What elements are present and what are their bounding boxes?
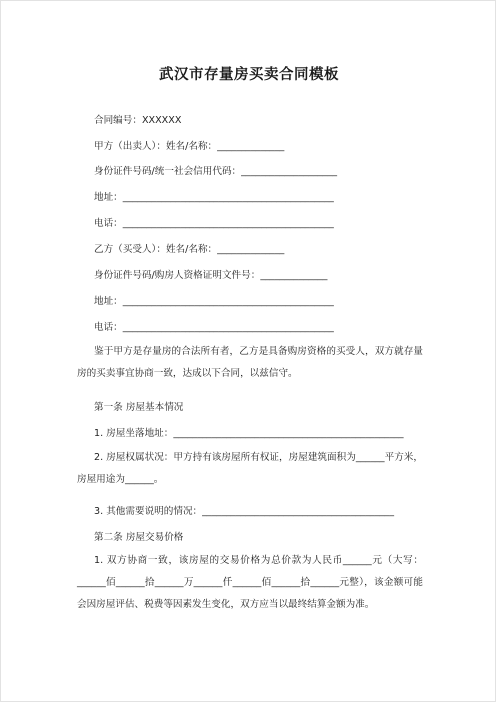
document-title: 武汉市存量房买卖合同模板 (159, 67, 339, 83)
party-b-name-line: 乙方（买受人）：姓名/名称：______________ (94, 244, 285, 255)
article2-item1 (77, 550, 423, 616)
party-a-id-line: 身份证件号码/统一社会信用代码：____________________ (94, 166, 338, 177)
party-b-phone-line: 电话：____________________________________________ (94, 322, 334, 333)
intro-paragraph (77, 341, 423, 385)
article1-item2-text: 2. 房屋权属状况：甲方持有该房屋所有权证，房屋建筑面积为______平方米，房屋用途为______。 (77, 452, 423, 485)
article1-heading: 第一条 房屋基本情况 (94, 402, 184, 413)
article1-item2 (77, 447, 423, 491)
article1-item3: 3. 其他需要说明的情况：________________________________________ (94, 506, 395, 517)
party-b-id-line: 身份证件号码/购房人资格证明文件号：______________ (94, 270, 328, 281)
article2-item1-text: 1. 双方协商一致，该房屋的交易价格为总价款为人民币______元（大写：______佰______拾______万______仟______佰______拾______元整），该金额可能会因房屋评估、税费等因素发生变化，双方应当以最终结算金额为准。 (77, 555, 423, 610)
contract-number-line: 合同编号：XXXXXX (94, 115, 182, 126)
party-a-phone-line: 电话：____________________________________________ (94, 218, 334, 229)
party-b-address-line: 地址：____________________________________________ (94, 296, 334, 307)
party-a-address-line: 地址：____________________________________________ (94, 192, 334, 203)
intro-paragraph-text: 鉴于甲方是存量房的合法所有者，乙方是具备购房资格的买受人，双方就存量房的买卖事宜协商一致，达成以下合同，以兹信守。 (77, 346, 423, 379)
party-a-name-line: 甲方（出卖人）：姓名/名称：______________ (94, 141, 285, 152)
article1-item1: 1. 房屋坐落地址：________________________________________________ (94, 428, 404, 439)
article2-heading: 第二条 房屋交易价格 (94, 532, 184, 543)
